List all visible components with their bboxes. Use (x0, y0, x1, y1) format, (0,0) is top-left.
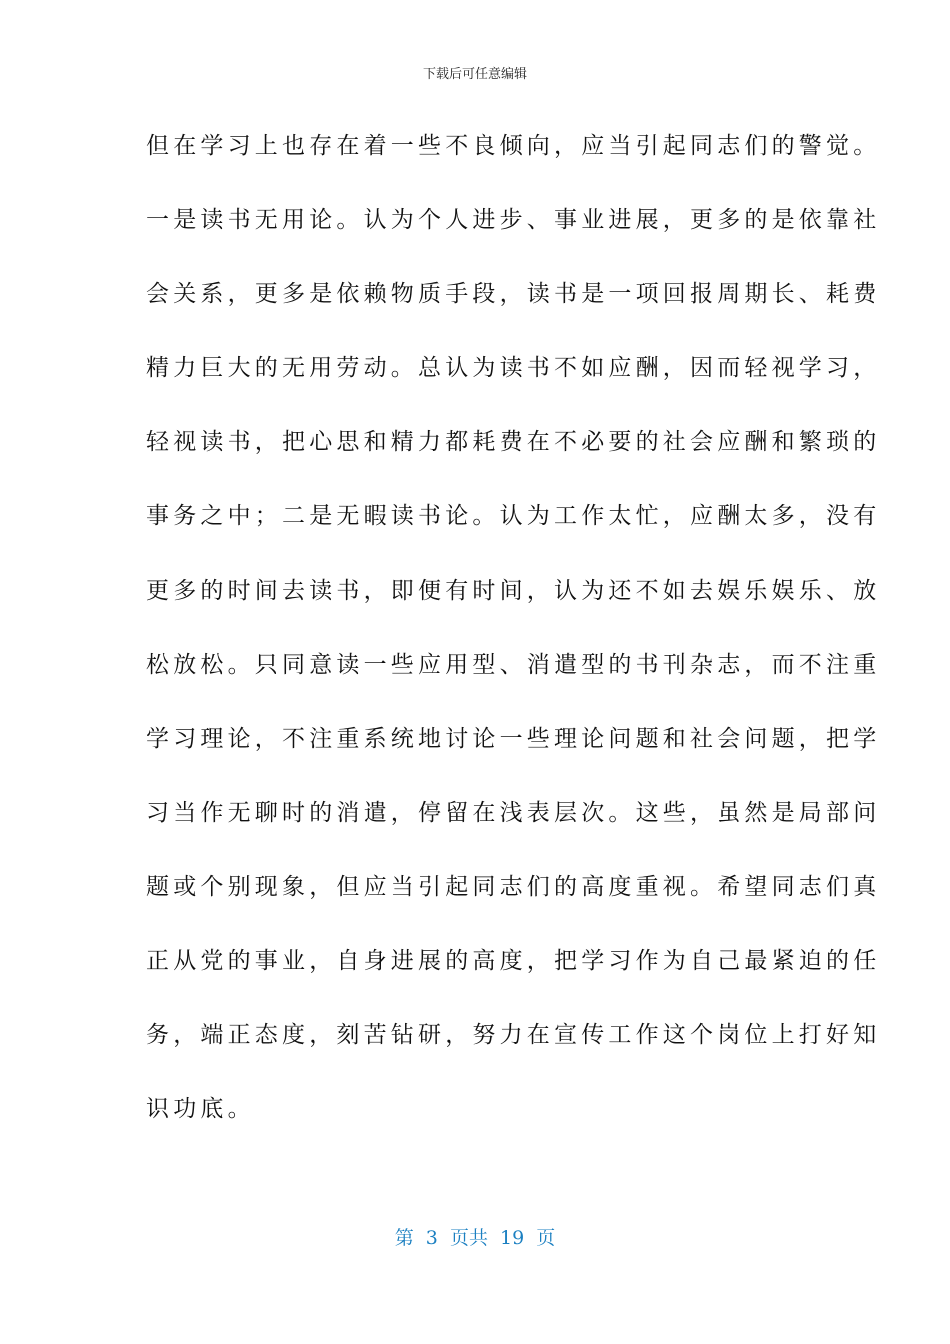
text-line: 习当作无聊时的消遣，停留在浅表层次。这些，虽然是局部问 (146, 799, 881, 826)
text-line: 轻视读书，把心思和精力都耗费在不必要的社会应酬和繁琐的 (146, 429, 881, 456)
text-line: 一是读书无用论。认为个人进步、事业进展，更多的是依靠社 (146, 207, 881, 234)
text-line: 事务之中；二是无暇读书论。认为工作太忙，应酬太多，没有 (146, 503, 881, 530)
document-body (146, 128, 881, 1165)
text-line: 学习理论，不注重系统地讨论一些理论问题和社会问题，把学 (146, 725, 881, 752)
text-line: 识功底。 (146, 1096, 255, 1123)
page-header: 下载后可任意编辑 (422, 67, 527, 82)
text-line: 务，端正态度，刻苦钻研，努力在宣传工作这个岗位上打好知 (146, 1022, 881, 1049)
text-line: 正从党的事业，自身进展的高度，把学习作为自己最紧迫的任 (146, 948, 881, 975)
text-line: 会关系，更多是依赖物质手段，读书是一项回报周期长、耗费 (146, 281, 881, 308)
text-line: 松放松。只同意读一些应用型、消遣型的书刊杂志，而不注重 (146, 651, 881, 678)
page-number-footer: 第 3 页共 19 页 (394, 1227, 556, 1249)
text-line: 更多的时间去读书，即便有时间，认为还不如去娱乐娱乐、放 (146, 577, 881, 604)
text-line: 题或个别现象，但应当引起同志们的高度重视。希望同志们真 (146, 873, 881, 900)
text-line: 但在学习上也存在着一些不良倾向，应当引起同志们的警觉。 (146, 133, 881, 159)
text-line: 精力巨大的无用劳动。总认为读书不如应酬，因而轻视学习， (146, 355, 881, 382)
